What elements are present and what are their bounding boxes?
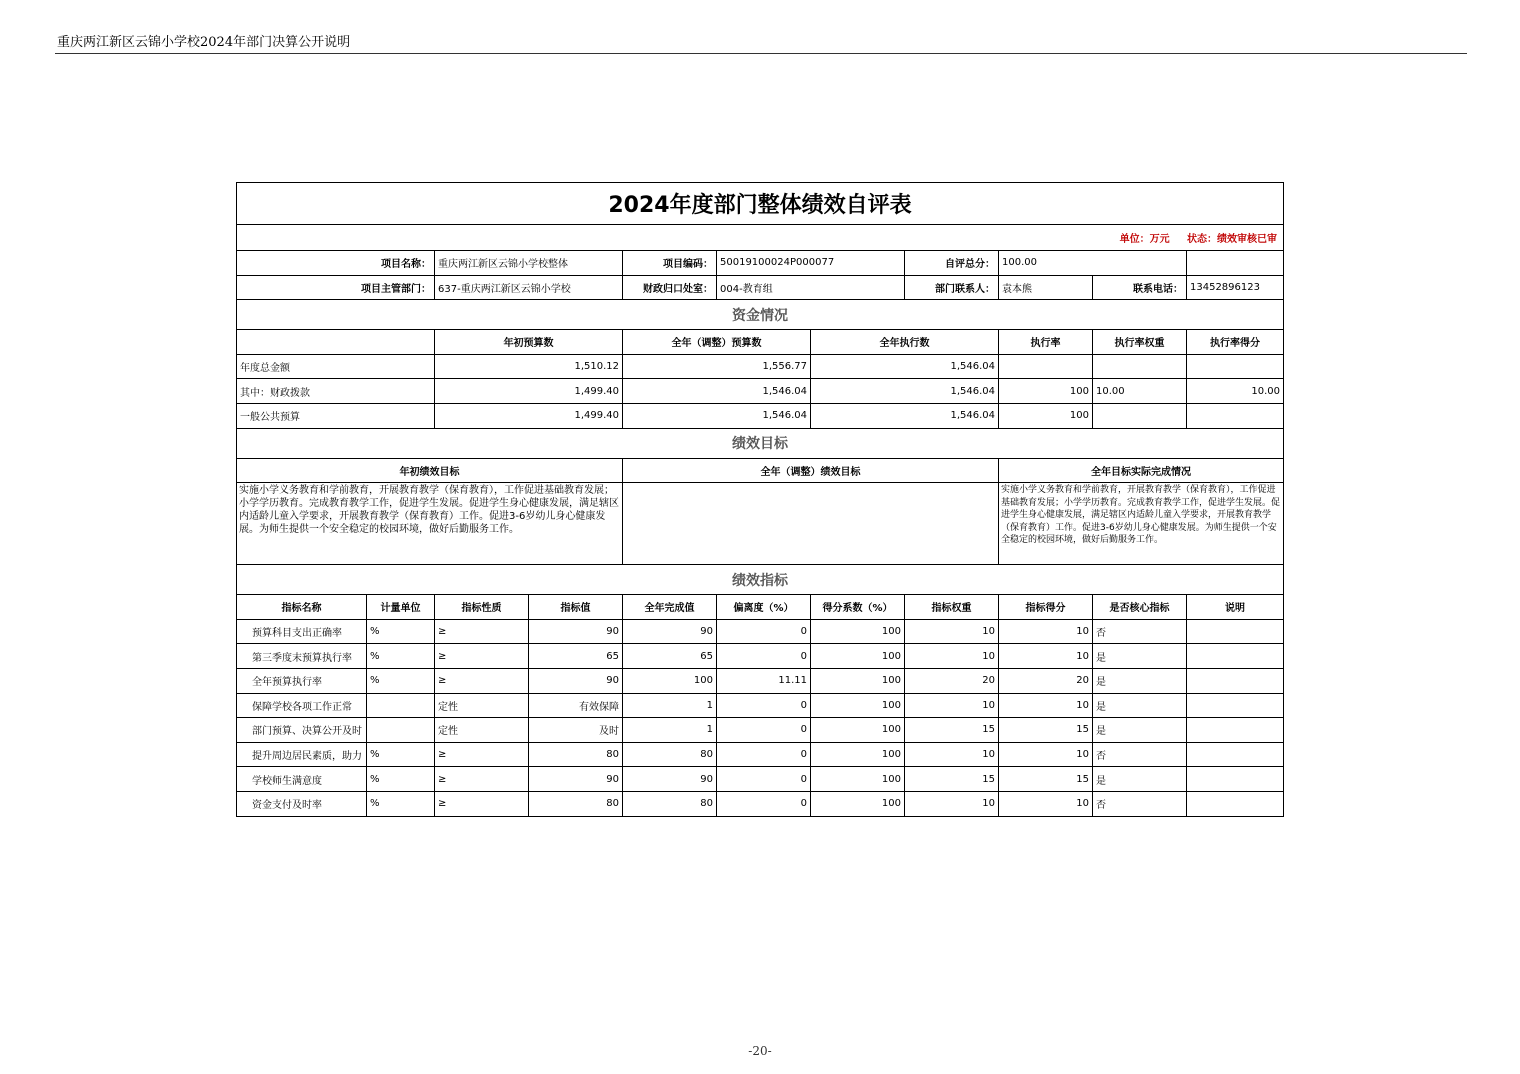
goals-row <box>237 483 1284 565</box>
indicator-unit: % <box>367 644 435 669</box>
indicator-weight: 10 <box>905 693 999 718</box>
indicator-value: 90 <box>529 668 623 693</box>
indicator-note <box>1187 718 1284 743</box>
indicator-nature: 定性 <box>435 718 529 743</box>
indicators-section-title: 绩效指标 <box>237 565 1284 595</box>
indicator-score: 10 <box>999 693 1093 718</box>
indicator-unit <box>367 718 435 743</box>
funds-section-title: 资金情况 <box>237 300 1284 330</box>
finance: 004-教育组 <box>717 275 905 300</box>
indicator-row <box>237 718 1284 743</box>
indicator-deviation: 0 <box>717 644 811 669</box>
contact-label: 部门联系人： <box>905 275 999 300</box>
indicators-header: 计量单位 <box>367 595 435 620</box>
indicator-name: 预算科目支出正确率 <box>237 619 367 644</box>
funds-weight <box>1093 354 1187 379</box>
indicator-core: 是 <box>1093 693 1187 718</box>
indicator-completed: 100 <box>623 668 717 693</box>
indicator-name: 第三季度末预算执行率 <box>237 644 367 669</box>
indicator-core: 是 <box>1093 644 1187 669</box>
funds-score <box>1187 403 1284 428</box>
goals-header: 年初绩效目标 <box>237 458 623 483</box>
indicator-deviation: 0 <box>717 718 811 743</box>
indicator-score: 20 <box>999 668 1093 693</box>
indicator-score: 10 <box>999 742 1093 767</box>
indicator-score: 10 <box>999 644 1093 669</box>
indicator-row <box>237 644 1284 669</box>
indicator-note <box>1187 791 1284 816</box>
indicator-weight: 10 <box>905 619 999 644</box>
dept: 637-重庆两江新区云锦小学校 <box>435 275 623 300</box>
phone-label: 联系电话： <box>1093 275 1187 300</box>
goals-section-title: 绩效目标 <box>237 428 1284 458</box>
indicator-value: 有效保障 <box>529 693 623 718</box>
indicator-value: 及时 <box>529 718 623 743</box>
indicator-coef: 100 <box>811 644 905 669</box>
goals-header: 全年目标实际完成情况 <box>999 458 1284 483</box>
indicator-score: 15 <box>999 718 1093 743</box>
contact: 袁本熊 <box>999 275 1093 300</box>
indicator-note <box>1187 767 1284 792</box>
indicator-coef: 100 <box>811 718 905 743</box>
indicator-weight: 15 <box>905 718 999 743</box>
indicator-name: 保障学校各项工作正常 <box>237 693 367 718</box>
funds-adjusted: 1,556.77 <box>623 354 811 379</box>
indicators-header-row <box>237 595 1284 620</box>
goals-header: 全年（调整）绩效目标 <box>623 458 999 483</box>
indicator-note <box>1187 668 1284 693</box>
project-name-label: 项目名称： <box>237 251 435 276</box>
indicator-nature: ≥ <box>435 668 529 693</box>
indicator-row <box>237 791 1284 816</box>
indicator-weight: 10 <box>905 644 999 669</box>
funds-rate <box>999 354 1093 379</box>
indicator-unit: % <box>367 668 435 693</box>
goals-header-row <box>237 458 1284 483</box>
project-code-label: 项目编码： <box>623 251 717 276</box>
indicators-header: 是否核心指标 <box>1093 595 1187 620</box>
indicator-value: 90 <box>529 767 623 792</box>
indicators-header: 指标权重 <box>905 595 999 620</box>
funds-row <box>237 354 1284 379</box>
page-header: 重庆两江新区云锦小学校2024年部门决算公开说明 <box>57 35 351 50</box>
indicator-deviation: 11.11 <box>717 668 811 693</box>
indicators-header: 说明 <box>1187 595 1284 620</box>
indicators-header: 得分系数（%） <box>811 595 905 620</box>
indicator-nature: 定性 <box>435 693 529 718</box>
indicator-name: 学校师生满意度 <box>237 767 367 792</box>
funds-row <box>237 379 1284 404</box>
finance-label: 财政归口处室： <box>623 275 717 300</box>
indicators-header: 指标名称 <box>237 595 367 620</box>
funds-row-name: 年度总金额 <box>237 354 435 379</box>
indicator-unit: % <box>367 791 435 816</box>
page-number: -20- <box>748 1044 772 1058</box>
funds-executed: 1,546.04 <box>811 354 999 379</box>
indicator-score: 15 <box>999 767 1093 792</box>
indicators-header: 指标值 <box>529 595 623 620</box>
indicator-note <box>1187 619 1284 644</box>
indicator-nature: ≥ <box>435 644 529 669</box>
indicator-deviation: 0 <box>717 742 811 767</box>
indicator-core: 是 <box>1093 668 1187 693</box>
indicator-weight: 15 <box>905 767 999 792</box>
indicator-value: 90 <box>529 619 623 644</box>
indicator-row <box>237 767 1284 792</box>
indicator-completed: 65 <box>623 644 717 669</box>
indicator-unit: % <box>367 619 435 644</box>
indicator-core: 否 <box>1093 791 1187 816</box>
dept-label: 项目主管部门： <box>237 275 435 300</box>
funds-header: 全年（调整）预算数 <box>623 330 811 355</box>
indicator-name: 资金支付及时率 <box>237 791 367 816</box>
phone: 13452896123 <box>1187 275 1284 300</box>
funds-executed: 1,546.04 <box>811 379 999 404</box>
funds-initial: 1,510.12 <box>435 354 623 379</box>
funds-initial: 1,499.40 <box>435 379 623 404</box>
indicator-deviation: 0 <box>717 791 811 816</box>
indicator-row <box>237 668 1284 693</box>
funds-rate: 100 <box>999 379 1093 404</box>
indicator-coef: 100 <box>811 767 905 792</box>
indicators-header: 指标性质 <box>435 595 529 620</box>
goal-adjusted <box>623 483 999 565</box>
performance-table <box>236 182 1284 817</box>
indicator-core: 否 <box>1093 619 1187 644</box>
indicator-value: 80 <box>529 791 623 816</box>
indicator-completed: 1 <box>623 693 717 718</box>
indicator-score: 10 <box>999 791 1093 816</box>
indicator-nature: ≥ <box>435 791 529 816</box>
indicator-nature: ≥ <box>435 742 529 767</box>
indicator-core: 是 <box>1093 767 1187 792</box>
indicator-nature: ≥ <box>435 619 529 644</box>
header-rule <box>55 53 1467 54</box>
indicator-value: 80 <box>529 742 623 767</box>
indicator-coef: 100 <box>811 791 905 816</box>
indicator-weight: 20 <box>905 668 999 693</box>
funds-score <box>1187 354 1284 379</box>
indicator-core: 否 <box>1093 742 1187 767</box>
indicator-completed: 90 <box>623 619 717 644</box>
indicator-unit: % <box>367 767 435 792</box>
indicator-completed: 80 <box>623 791 717 816</box>
funds-header-empty <box>237 330 435 355</box>
indicator-coef: 100 <box>811 619 905 644</box>
funds-header: 年初预算数 <box>435 330 623 355</box>
indicator-completed: 1 <box>623 718 717 743</box>
indicator-core: 是 <box>1093 718 1187 743</box>
indicator-coef: 100 <box>811 668 905 693</box>
indicator-completed: 90 <box>623 767 717 792</box>
status-line: 单位：万元 状态：绩效审核已审 <box>237 225 1284 251</box>
indicator-name: 全年预算执行率 <box>237 668 367 693</box>
indicator-weight: 10 <box>905 791 999 816</box>
indicator-name: 部门预算、决算公开及时 <box>237 718 367 743</box>
funds-row <box>237 403 1284 428</box>
indicator-weight: 10 <box>905 742 999 767</box>
indicators-header: 偏离度（%） <box>717 595 811 620</box>
indicator-note <box>1187 742 1284 767</box>
indicator-deviation: 0 <box>717 767 811 792</box>
indicator-unit <box>367 693 435 718</box>
total-score: 100.00 <box>999 251 1187 276</box>
funds-weight <box>1093 403 1187 428</box>
project-code: 50019100024P000077 <box>717 251 905 276</box>
funds-header: 执行率权重 <box>1093 330 1187 355</box>
funds-adjusted: 1,546.04 <box>623 379 811 404</box>
funds-score: 10.00 <box>1187 379 1284 404</box>
funds-executed: 1,546.04 <box>811 403 999 428</box>
indicators-header: 指标得分 <box>999 595 1093 620</box>
indicator-row <box>237 742 1284 767</box>
indicator-completed: 80 <box>623 742 717 767</box>
goal-actual: 实施小学义务教育和学前教育，开展教育教学（保育教育），工作促进基础教育发展；小学学历教育。完成教育教学工作，促进学生发展。促进学生身心健康发展，满足辖区内适龄儿童入学要求，开展教育教学（保育教育）工作。促进3-6岁幼儿身心健康发展。为师生提供一个安全稳定的校园环境，做好后勤服务工作。 <box>999 483 1284 565</box>
indicator-nature: ≥ <box>435 767 529 792</box>
indicator-row <box>237 693 1284 718</box>
funds-header-row <box>237 330 1284 355</box>
indicator-coef: 100 <box>811 693 905 718</box>
form-title: 2024年度部门整体绩效自评表 <box>237 183 1284 225</box>
indicator-note <box>1187 693 1284 718</box>
funds-initial: 1,499.40 <box>435 403 623 428</box>
funds-adjusted: 1,546.04 <box>623 403 811 428</box>
indicator-name: 提升周边居民素质，助力 <box>237 742 367 767</box>
funds-weight: 10.00 <box>1093 379 1187 404</box>
indicators-header: 全年完成值 <box>623 595 717 620</box>
funds-header: 执行率得分 <box>1187 330 1284 355</box>
project-name: 重庆两江新区云锦小学校整体 <box>435 251 623 276</box>
funds-header: 执行率 <box>999 330 1093 355</box>
indicator-deviation: 0 <box>717 693 811 718</box>
funds-row-name: 一般公共预算 <box>237 403 435 428</box>
indicator-deviation: 0 <box>717 619 811 644</box>
indicator-value: 65 <box>529 644 623 669</box>
score-label: 自评总分： <box>905 251 999 276</box>
indicator-score: 10 <box>999 619 1093 644</box>
info-row-1 <box>237 251 1284 276</box>
funds-row-name: 其中：财政拨款 <box>237 379 435 404</box>
info-row-2 <box>237 275 1284 300</box>
indicator-coef: 100 <box>811 742 905 767</box>
goal-initial: 实施小学义务教育和学前教育，开展教育教学（保育教育），工作促进基础教育发展；小学学历教育。完成教育教学工作，促进学生发展。促进学生身心健康发展，满足辖区内适龄儿童入学要求，开展教育教学（保育教育）工作。促进3-6岁幼儿身心健康发展。为师生提供一个安全稳定的校园环境，做好后勤服务工作。 <box>237 483 623 565</box>
empty-cell <box>1187 251 1284 276</box>
funds-header: 全年执行数 <box>811 330 999 355</box>
funds-rate: 100 <box>999 403 1093 428</box>
indicator-row <box>237 619 1284 644</box>
indicator-unit: % <box>367 742 435 767</box>
indicator-note <box>1187 644 1284 669</box>
